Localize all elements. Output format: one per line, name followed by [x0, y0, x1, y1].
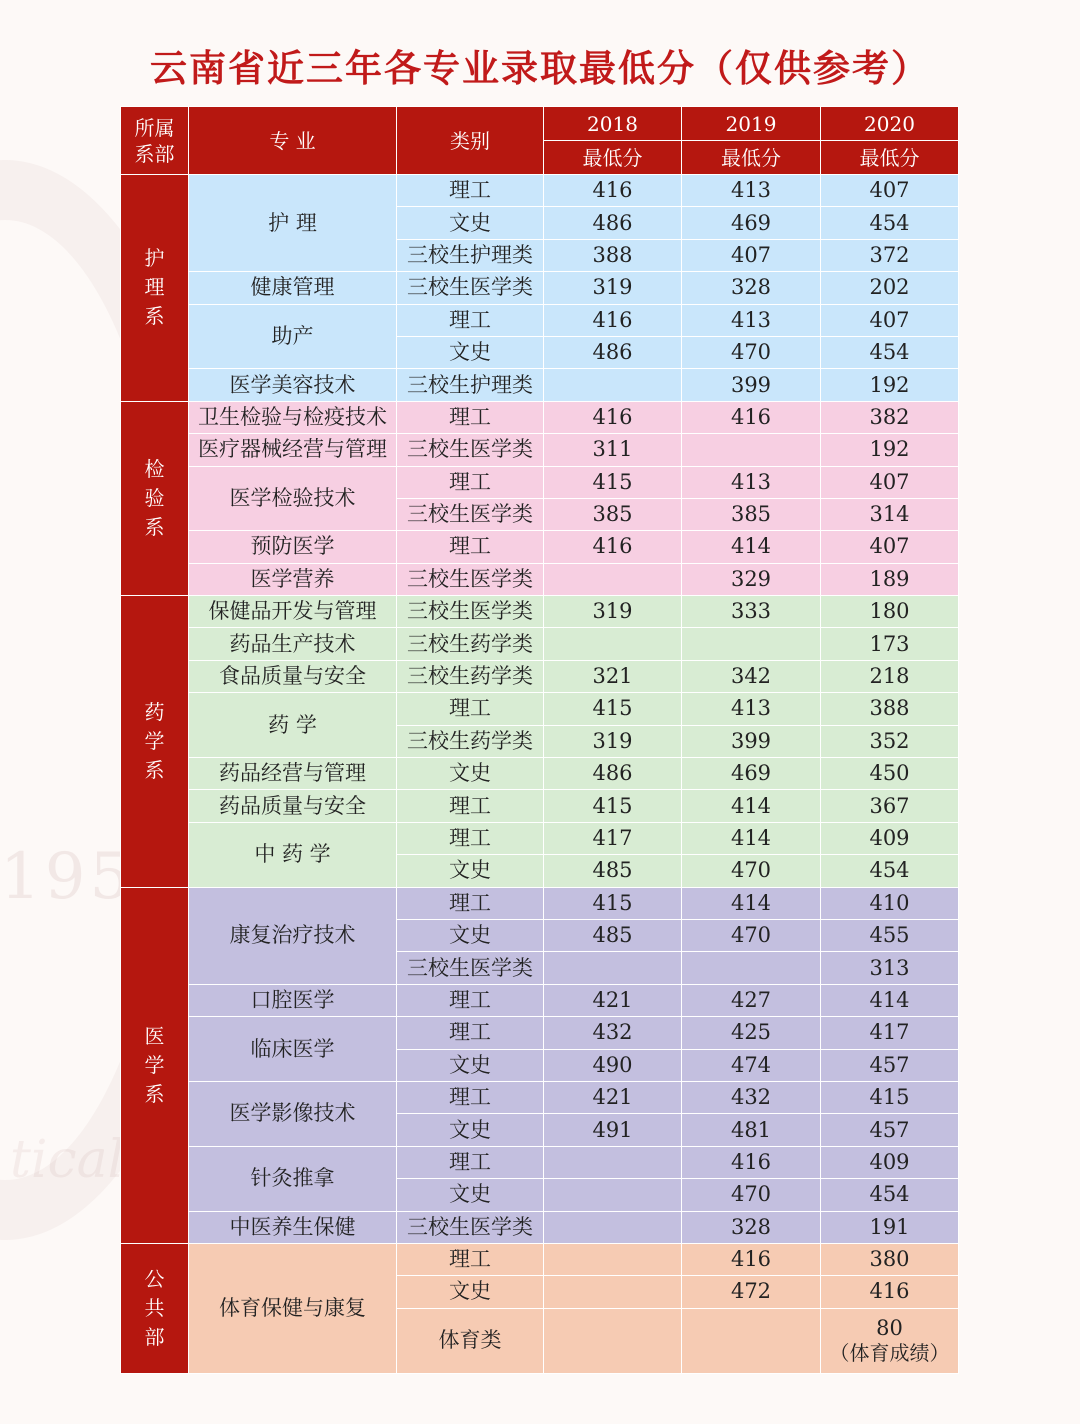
score-cell: [682, 434, 821, 466]
score-cell: 413: [682, 175, 821, 207]
score-cell: 415: [544, 466, 682, 498]
score-cell: 407: [682, 239, 821, 271]
major-cell: 口腔医学: [189, 984, 397, 1016]
category-cell: 理工: [397, 304, 544, 336]
major-cell: 药品生产技术: [189, 628, 397, 660]
table-row: [121, 1243, 959, 1275]
table-row: [121, 369, 959, 401]
table-header: [121, 107, 959, 175]
category-cell: 三校生医学类: [397, 952, 544, 984]
score-cell: 413: [682, 304, 821, 336]
table-row: [121, 1211, 959, 1243]
header-min-score: 最低分: [682, 141, 821, 175]
score-cell: 321: [544, 660, 682, 692]
category-cell: 理工: [397, 401, 544, 433]
score-cell: 457: [821, 1114, 959, 1146]
major-cell: 医疗器械经营与管理: [189, 434, 397, 466]
category-cell: 三校生药学类: [397, 725, 544, 757]
category-cell: 文史: [397, 1276, 544, 1308]
score-cell: 470: [682, 336, 821, 368]
score-cell: [682, 628, 821, 660]
category-cell: 三校生医学类: [397, 596, 544, 628]
major-cell: 卫生检验与检疫技术: [189, 401, 397, 433]
score-cell: 192: [821, 369, 959, 401]
dept-char: 共: [144, 1295, 165, 1320]
category-cell: 文史: [397, 855, 544, 887]
score-cell: 454: [821, 207, 959, 239]
table-row: [121, 596, 959, 628]
category-cell: 理工: [397, 693, 544, 725]
score-cell: [544, 1243, 682, 1275]
score-cell: 417: [821, 1017, 959, 1049]
score-cell: 414: [682, 790, 821, 822]
category-cell: 理工: [397, 887, 544, 919]
score-cell: 416: [544, 401, 682, 433]
major-cell: 预防医学: [189, 531, 397, 563]
score-cell: 469: [682, 758, 821, 790]
major-cell: 医学检验技术: [189, 466, 397, 531]
score-cell: 470: [682, 1179, 821, 1211]
score-cell: 352: [821, 725, 959, 757]
category-cell: 理工: [397, 1081, 544, 1113]
score-cell: 311: [544, 434, 682, 466]
category-cell: 三校生医学类: [397, 563, 544, 595]
score-cell: [682, 1308, 821, 1373]
table-row: [121, 272, 959, 304]
score-cell: 486: [544, 336, 682, 368]
table-row: [121, 660, 959, 692]
score-cell: 409: [821, 822, 959, 854]
score-cell: 189: [821, 563, 959, 595]
dept-char: 部: [144, 1324, 165, 1349]
admission-score-table: [120, 106, 959, 1374]
dept-char: 学: [144, 1052, 165, 1077]
score-cell: 218: [821, 660, 959, 692]
dept-char: 系: [144, 757, 165, 782]
table-row: [121, 531, 959, 563]
dept-char: 系: [144, 514, 165, 539]
dept-cell: [121, 401, 189, 595]
category-cell: 三校生药学类: [397, 660, 544, 692]
score-cell: 319: [544, 596, 682, 628]
category-cell: 文史: [397, 336, 544, 368]
score-cell: 385: [682, 498, 821, 530]
score-cell: 388: [544, 239, 682, 271]
score-cell: [544, 628, 682, 660]
score-cell: 328: [682, 1211, 821, 1243]
major-cell: 助产: [189, 304, 397, 369]
score-cell: 425: [682, 1017, 821, 1049]
major-cell: 药 学: [189, 693, 397, 758]
score-cell: 414: [821, 984, 959, 1016]
score-cell: 474: [682, 1049, 821, 1081]
score-cell: [544, 952, 682, 984]
major-cell: 药品质量与安全: [189, 790, 397, 822]
score-cell: 333: [682, 596, 821, 628]
score-cell: 415: [544, 887, 682, 919]
category-cell: 文史: [397, 1049, 544, 1081]
score-cell: [544, 1276, 682, 1308]
category-cell: 理工: [397, 790, 544, 822]
score-cell: 409: [821, 1146, 959, 1178]
major-cell: 针灸推拿: [189, 1146, 397, 1211]
major-cell: 体育保健与康复: [189, 1243, 397, 1373]
table-row: [121, 304, 959, 336]
score-cell: [682, 952, 821, 984]
table-row: [121, 984, 959, 1016]
score-cell: 388: [821, 693, 959, 725]
category-cell: 文史: [397, 919, 544, 951]
dept-char: 理: [144, 275, 165, 300]
header-year-2020: 2020: [821, 107, 959, 141]
score-cell: 414: [682, 887, 821, 919]
score-cell: 416: [682, 1243, 821, 1275]
category-cell: 理工: [397, 531, 544, 563]
score-cell: 328: [682, 272, 821, 304]
score-cell: 416: [544, 175, 682, 207]
dept-cell: [121, 596, 189, 888]
score-cell: 329: [682, 563, 821, 595]
score-cell: 416: [544, 304, 682, 336]
score-cell: 455: [821, 919, 959, 951]
score-cell: 469: [682, 207, 821, 239]
table-row: [121, 790, 959, 822]
score-cell: 399: [682, 369, 821, 401]
header-dept: 所属 系部: [121, 107, 189, 175]
header-min-score: 最低分: [544, 141, 682, 175]
score-cell: 202: [821, 272, 959, 304]
score-cell: 481: [682, 1114, 821, 1146]
score-cell: 415: [821, 1081, 959, 1113]
category-cell: 三校生护理类: [397, 369, 544, 401]
header-min-score: 最低分: [821, 141, 959, 175]
score-cell: [544, 1146, 682, 1178]
score-cell: 313: [821, 952, 959, 984]
table-row: [121, 628, 959, 660]
dept-char: 检: [144, 456, 165, 481]
category-cell: 理工: [397, 466, 544, 498]
background-watermark-word: tical: [10, 1130, 125, 1190]
page-title: 云南省近三年各专业录取最低分（仅供参考）: [150, 47, 930, 90]
score-cell: 385: [544, 498, 682, 530]
table-body: [121, 175, 959, 1374]
category-cell: 文史: [397, 1114, 544, 1146]
score-note: （体育成绩）: [829, 1341, 950, 1366]
score-cell: 192: [821, 434, 959, 466]
dept-cell: [121, 1243, 189, 1373]
score-cell: 432: [682, 1081, 821, 1113]
score-cell: 380: [821, 1243, 959, 1275]
score-cell: 342: [682, 660, 821, 692]
score-cell: 416: [544, 531, 682, 563]
table-row: [121, 563, 959, 595]
score-cell: 407: [821, 304, 959, 336]
score-cell: 407: [821, 175, 959, 207]
major-cell: 食品质量与安全: [189, 660, 397, 692]
table-row: [121, 401, 959, 433]
category-cell: 文史: [397, 758, 544, 790]
table-row: [121, 822, 959, 854]
header-year-2019: 2019: [682, 107, 821, 141]
score-cell: 314: [821, 498, 959, 530]
category-cell: 文史: [397, 207, 544, 239]
score-cell: 191: [821, 1211, 959, 1243]
dept-cell: [121, 887, 189, 1243]
score-cell: [544, 1308, 682, 1373]
score-cell: 414: [682, 822, 821, 854]
category-cell: 三校生医学类: [397, 498, 544, 530]
major-cell: 护 理: [189, 175, 397, 272]
dept-char: 医: [144, 1023, 165, 1048]
major-cell: 中 药 学: [189, 822, 397, 887]
score-cell: 415: [544, 693, 682, 725]
table-row: [121, 434, 959, 466]
category-cell: 三校生医学类: [397, 434, 544, 466]
table-row: [121, 466, 959, 498]
category-cell: 文史: [397, 1179, 544, 1211]
table-row: [121, 1146, 959, 1178]
major-cell: 临床医学: [189, 1017, 397, 1082]
score-cell: [544, 1211, 682, 1243]
score-cell: 432: [544, 1017, 682, 1049]
category-cell: 理工: [397, 1243, 544, 1275]
major-cell: 药品经营与管理: [189, 758, 397, 790]
score-cell: 491: [544, 1114, 682, 1146]
score-cell: 407: [821, 531, 959, 563]
major-cell: 医学营养: [189, 563, 397, 595]
score-cell: 319: [544, 725, 682, 757]
score-cell: 180: [821, 596, 959, 628]
category-cell: 三校生医学类: [397, 1211, 544, 1243]
score-cell: 485: [544, 919, 682, 951]
score-cell: 413: [682, 693, 821, 725]
table-row: [121, 1017, 959, 1049]
score-cell: [821, 1308, 959, 1373]
score-cell: 454: [821, 336, 959, 368]
category-cell: 体育类: [397, 1308, 544, 1373]
score-cell: 417: [544, 822, 682, 854]
background-watermark-year: 1950: [0, 840, 179, 914]
major-cell: 医学美容技术: [189, 369, 397, 401]
score-cell: 486: [544, 207, 682, 239]
category-cell: 理工: [397, 822, 544, 854]
dept-char: 护: [144, 246, 165, 271]
category-cell: 理工: [397, 1017, 544, 1049]
major-cell: 康复治疗技术: [189, 887, 397, 984]
category-cell: 理工: [397, 175, 544, 207]
score-cell: 427: [682, 984, 821, 1016]
score-cell: 382: [821, 401, 959, 433]
score-cell: 421: [544, 1081, 682, 1113]
score-cell: [544, 563, 682, 595]
score-cell: 399: [682, 725, 821, 757]
dept-char: 系: [144, 304, 165, 329]
score-cell: 454: [821, 855, 959, 887]
score-cell: 372: [821, 239, 959, 271]
category-cell: 理工: [397, 1146, 544, 1178]
score-cell: 470: [682, 919, 821, 951]
header-year-2018: 2018: [544, 107, 682, 141]
score-cell: 472: [682, 1276, 821, 1308]
score-cell: 416: [682, 1146, 821, 1178]
category-cell: 三校生护理类: [397, 239, 544, 271]
dept-char: 学: [144, 728, 165, 753]
score-cell: 485: [544, 855, 682, 887]
table-row: [121, 693, 959, 725]
score-cell: 450: [821, 758, 959, 790]
major-cell: 医学影像技术: [189, 1081, 397, 1146]
score-cell: 470: [682, 855, 821, 887]
dept-char: 公: [144, 1266, 165, 1291]
dept-char: 药: [144, 699, 165, 724]
score-cell: 421: [544, 984, 682, 1016]
category-cell: 三校生药学类: [397, 628, 544, 660]
score-cell: 367: [821, 790, 959, 822]
score-cell: [544, 369, 682, 401]
score-cell: 486: [544, 758, 682, 790]
score-cell: 490: [544, 1049, 682, 1081]
score-cell: 410: [821, 887, 959, 919]
header-major: 专 业: [189, 107, 397, 175]
table-row: [121, 1081, 959, 1113]
score-cell: 319: [544, 272, 682, 304]
score-cell: 416: [821, 1276, 959, 1308]
dept-char: 系: [144, 1081, 165, 1106]
score-cell: 416: [682, 401, 821, 433]
score-value: 80: [876, 1316, 903, 1341]
dept-char: 验: [144, 485, 165, 510]
score-cell: 454: [821, 1179, 959, 1211]
major-cell: 健康管理: [189, 272, 397, 304]
score-cell: 173: [821, 628, 959, 660]
table-row: [121, 887, 959, 919]
table-row: [121, 175, 959, 207]
category-cell: 理工: [397, 984, 544, 1016]
score-cell: 457: [821, 1049, 959, 1081]
header-category: 类别: [397, 107, 544, 175]
major-cell: 中医养生保健: [189, 1211, 397, 1243]
score-cell: 415: [544, 790, 682, 822]
score-cell: 413: [682, 466, 821, 498]
major-cell: 保健品开发与管理: [189, 596, 397, 628]
score-cell: 407: [821, 466, 959, 498]
score-cell: [544, 1179, 682, 1211]
table-row: [121, 758, 959, 790]
dept-cell: [121, 175, 189, 402]
score-cell: 414: [682, 531, 821, 563]
category-cell: 三校生医学类: [397, 272, 544, 304]
